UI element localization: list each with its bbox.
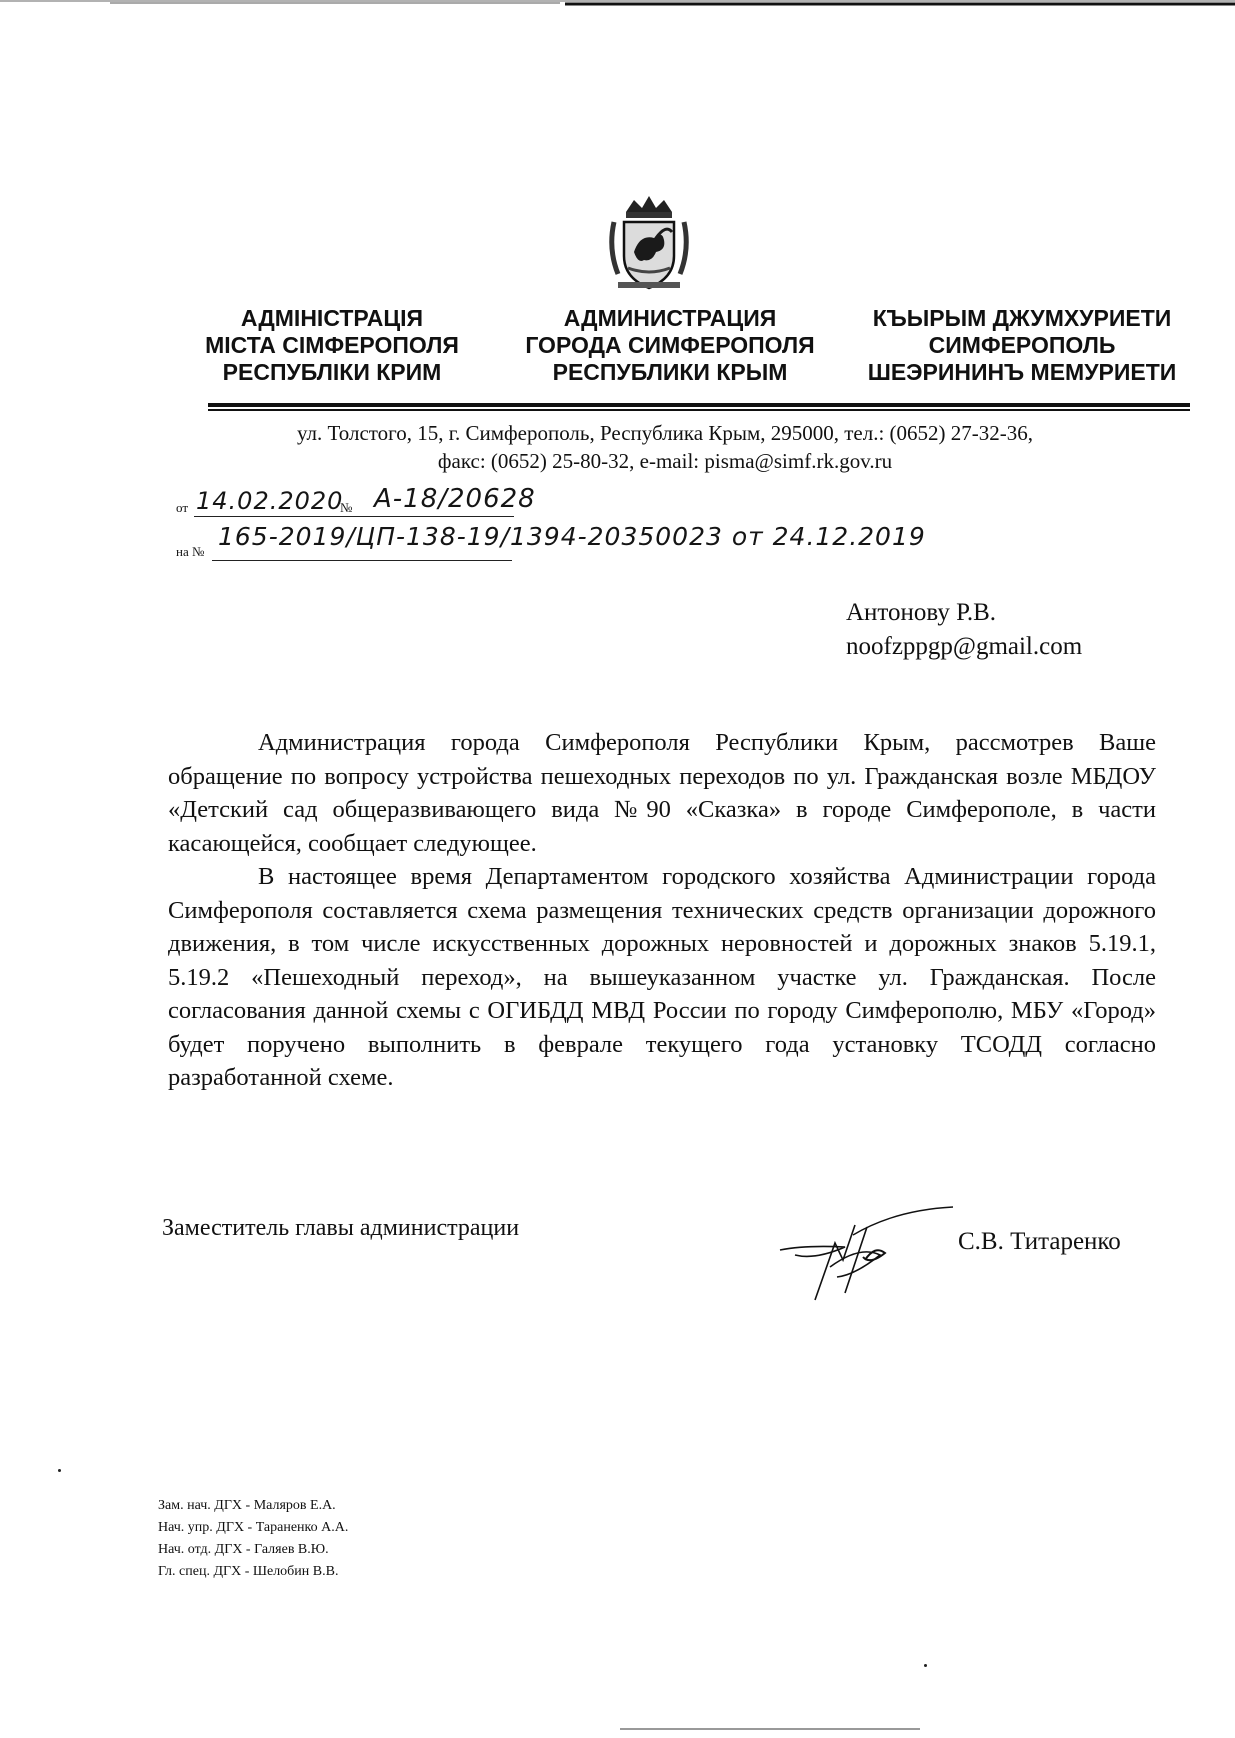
- body-paragraph: Администрация города Симферополя Республики Крым, рассмотрев Ваше обращение по вопросу устройства пешеходных переходов по ул. Гражданская возле МБДОУ «Детский сад общеразвивающего вида №90 «Сказка» в городе Симферополе, в части касающейся, сообщает следующее.: [168, 729, 1156, 857]
- header-line: СИМФЕРОПОЛЬ: [928, 332, 1116, 358]
- reply-underline: [212, 560, 512, 561]
- header-line: ГОРОДА СИМФЕРОПОЛЯ: [525, 332, 815, 358]
- recipient-block: [846, 596, 1082, 664]
- letter-body: [168, 726, 1156, 1095]
- in-reply-label: на №: [176, 544, 205, 559]
- body-paragraph: В настоящее время Департаментом городского хозяйства Администрации города Симферополя составляется схема размещения технических средств организации дорожного движения, в том числе искусственных дорожных неровностей и дорожных знаков 5.19.1, 5.19.2 «Пешеходный переход», на вышеуказанном участке ул. Гражданская. После согласования данной схемы с ОГИБДД МВД России по городу Симферополю, МБУ «Город» будет поручено выполнить в феврале текущего года установку ТСОДД согласно разработанной схеме.: [168, 863, 1156, 1091]
- registration-date: 14.02.2020: [196, 487, 344, 515]
- header-line: МІСТА СІМФЕРОПОЛЯ: [205, 332, 459, 358]
- executors-list: [158, 1495, 348, 1583]
- executor-line: Зам. нач. ДГХ - Маляров Е.А.: [158, 1498, 336, 1513]
- executor-line: Гл. спец. ДГХ - Шелобин В.В.: [158, 1564, 339, 1579]
- number-label: №: [340, 500, 353, 515]
- registration-number: А-18/20628: [374, 484, 536, 514]
- header-rule-thick: [208, 403, 1190, 407]
- header-line: РЕСПУБЛИКИ КРЫМ: [552, 359, 788, 385]
- recipient-email: noofzppgp@gmail.com: [846, 633, 1083, 660]
- reply-reference: 165-2019/ЦП-138-19/1394-20350023 от 24.12.2019: [218, 522, 926, 551]
- executor-line: Нач. отд. ДГХ - Галяев В.Ю.: [158, 1542, 329, 1557]
- header-line: РЕСПУБЛІКИ КРИМ: [222, 359, 442, 385]
- header-line: АДМІНІСТРАЦІЯ: [240, 305, 424, 331]
- contact-line-2: факс: (0652) 25-80-32, e-mail: pisma@simf.rk.gov.ru: [437, 449, 893, 473]
- header-ukrainian: [172, 305, 492, 386]
- header-line: ШЕЭРИНИНЪ МЕМУРИЕТИ: [867, 359, 1177, 385]
- scan-speck: [58, 1469, 61, 1472]
- header-crimean-tatar: [862, 305, 1182, 386]
- handwritten-signature-icon: [775, 1205, 955, 1305]
- header-russian: [510, 305, 830, 386]
- registration-underline: [194, 516, 514, 517]
- scan-edge: [620, 1728, 920, 1730]
- signatory-name: С.В. Титаренко: [958, 1228, 1121, 1255]
- crimea-coat-of-arms-icon: [604, 194, 694, 294]
- header-line: АДМИНИСТРАЦИЯ: [563, 305, 777, 331]
- executor-line: Нач. упр. ДГХ - Тараненко А.А.: [158, 1520, 349, 1535]
- scan-border: [0, 0, 1235, 14]
- contact-line-1: ул. Толстого, 15, г. Симферополь, Республика Крым, 295000, тел.: (0652) 27-32-36,: [296, 421, 1034, 445]
- header-line: КЪЫРЫМ ДЖУМХУРИЕТИ: [872, 305, 1172, 331]
- signatory-position: Заместитель главы администрации: [162, 1215, 520, 1241]
- header-rule-thin: [208, 409, 1190, 411]
- recipient-name: Антонову Р.В.: [846, 599, 997, 626]
- from-label: от: [176, 500, 189, 515]
- scan-speck: [924, 1664, 927, 1667]
